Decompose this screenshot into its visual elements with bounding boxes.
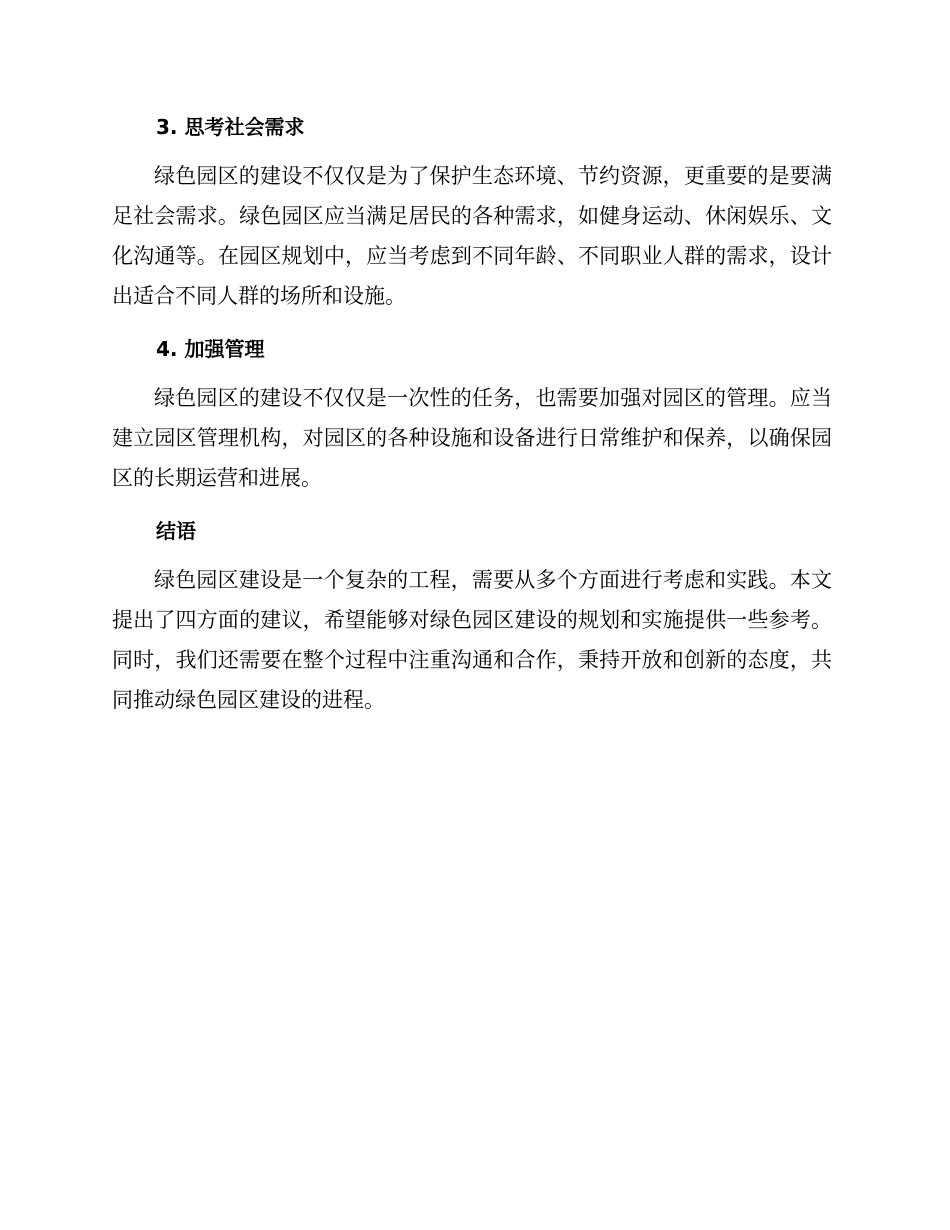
section-paragraph: 绿色园区的建设不仅仅是一次性的任务，也需要加强对园区的管理。应当建立园区管理机构，对园区的各种设施和设备进行日常维护和保养，以确保园区的长期运营和进展。 xyxy=(112,386,832,490)
section-heading: 结语 xyxy=(156,519,196,543)
section-conclusion xyxy=(112,512,832,720)
section-heading: 4. 加强管理 xyxy=(156,337,265,361)
section-paragraph: 绿色园区建设是一个复杂的工程，需要从多个方面进行考虑和实践。本文提出了四方面的建议，希望能够对绿色园区建设的规划和实施提供一些参考。同时，我们还需要在整个过程中注重沟通和合作，秉持开放和创新的态度，共同推动绿色园区建设的进程。 xyxy=(112,568,832,712)
document-body xyxy=(112,108,832,720)
section-paragraph: 绿色园区的建设不仅仅是为了保护生态环境、节约资源，更重要的是要满足社会需求。绿色园区应当满足居民的各种需求，如健身运动、休闲娱乐、文化沟通等。在园区规划中，应当考虑到不同年龄、不同职业人群的需求，设计出适合不同人群的场所和设施。 xyxy=(112,164,832,308)
section-heading: 3. 思考社会需求 xyxy=(156,115,305,139)
section-social-needs xyxy=(112,108,832,316)
section-management xyxy=(112,330,832,498)
